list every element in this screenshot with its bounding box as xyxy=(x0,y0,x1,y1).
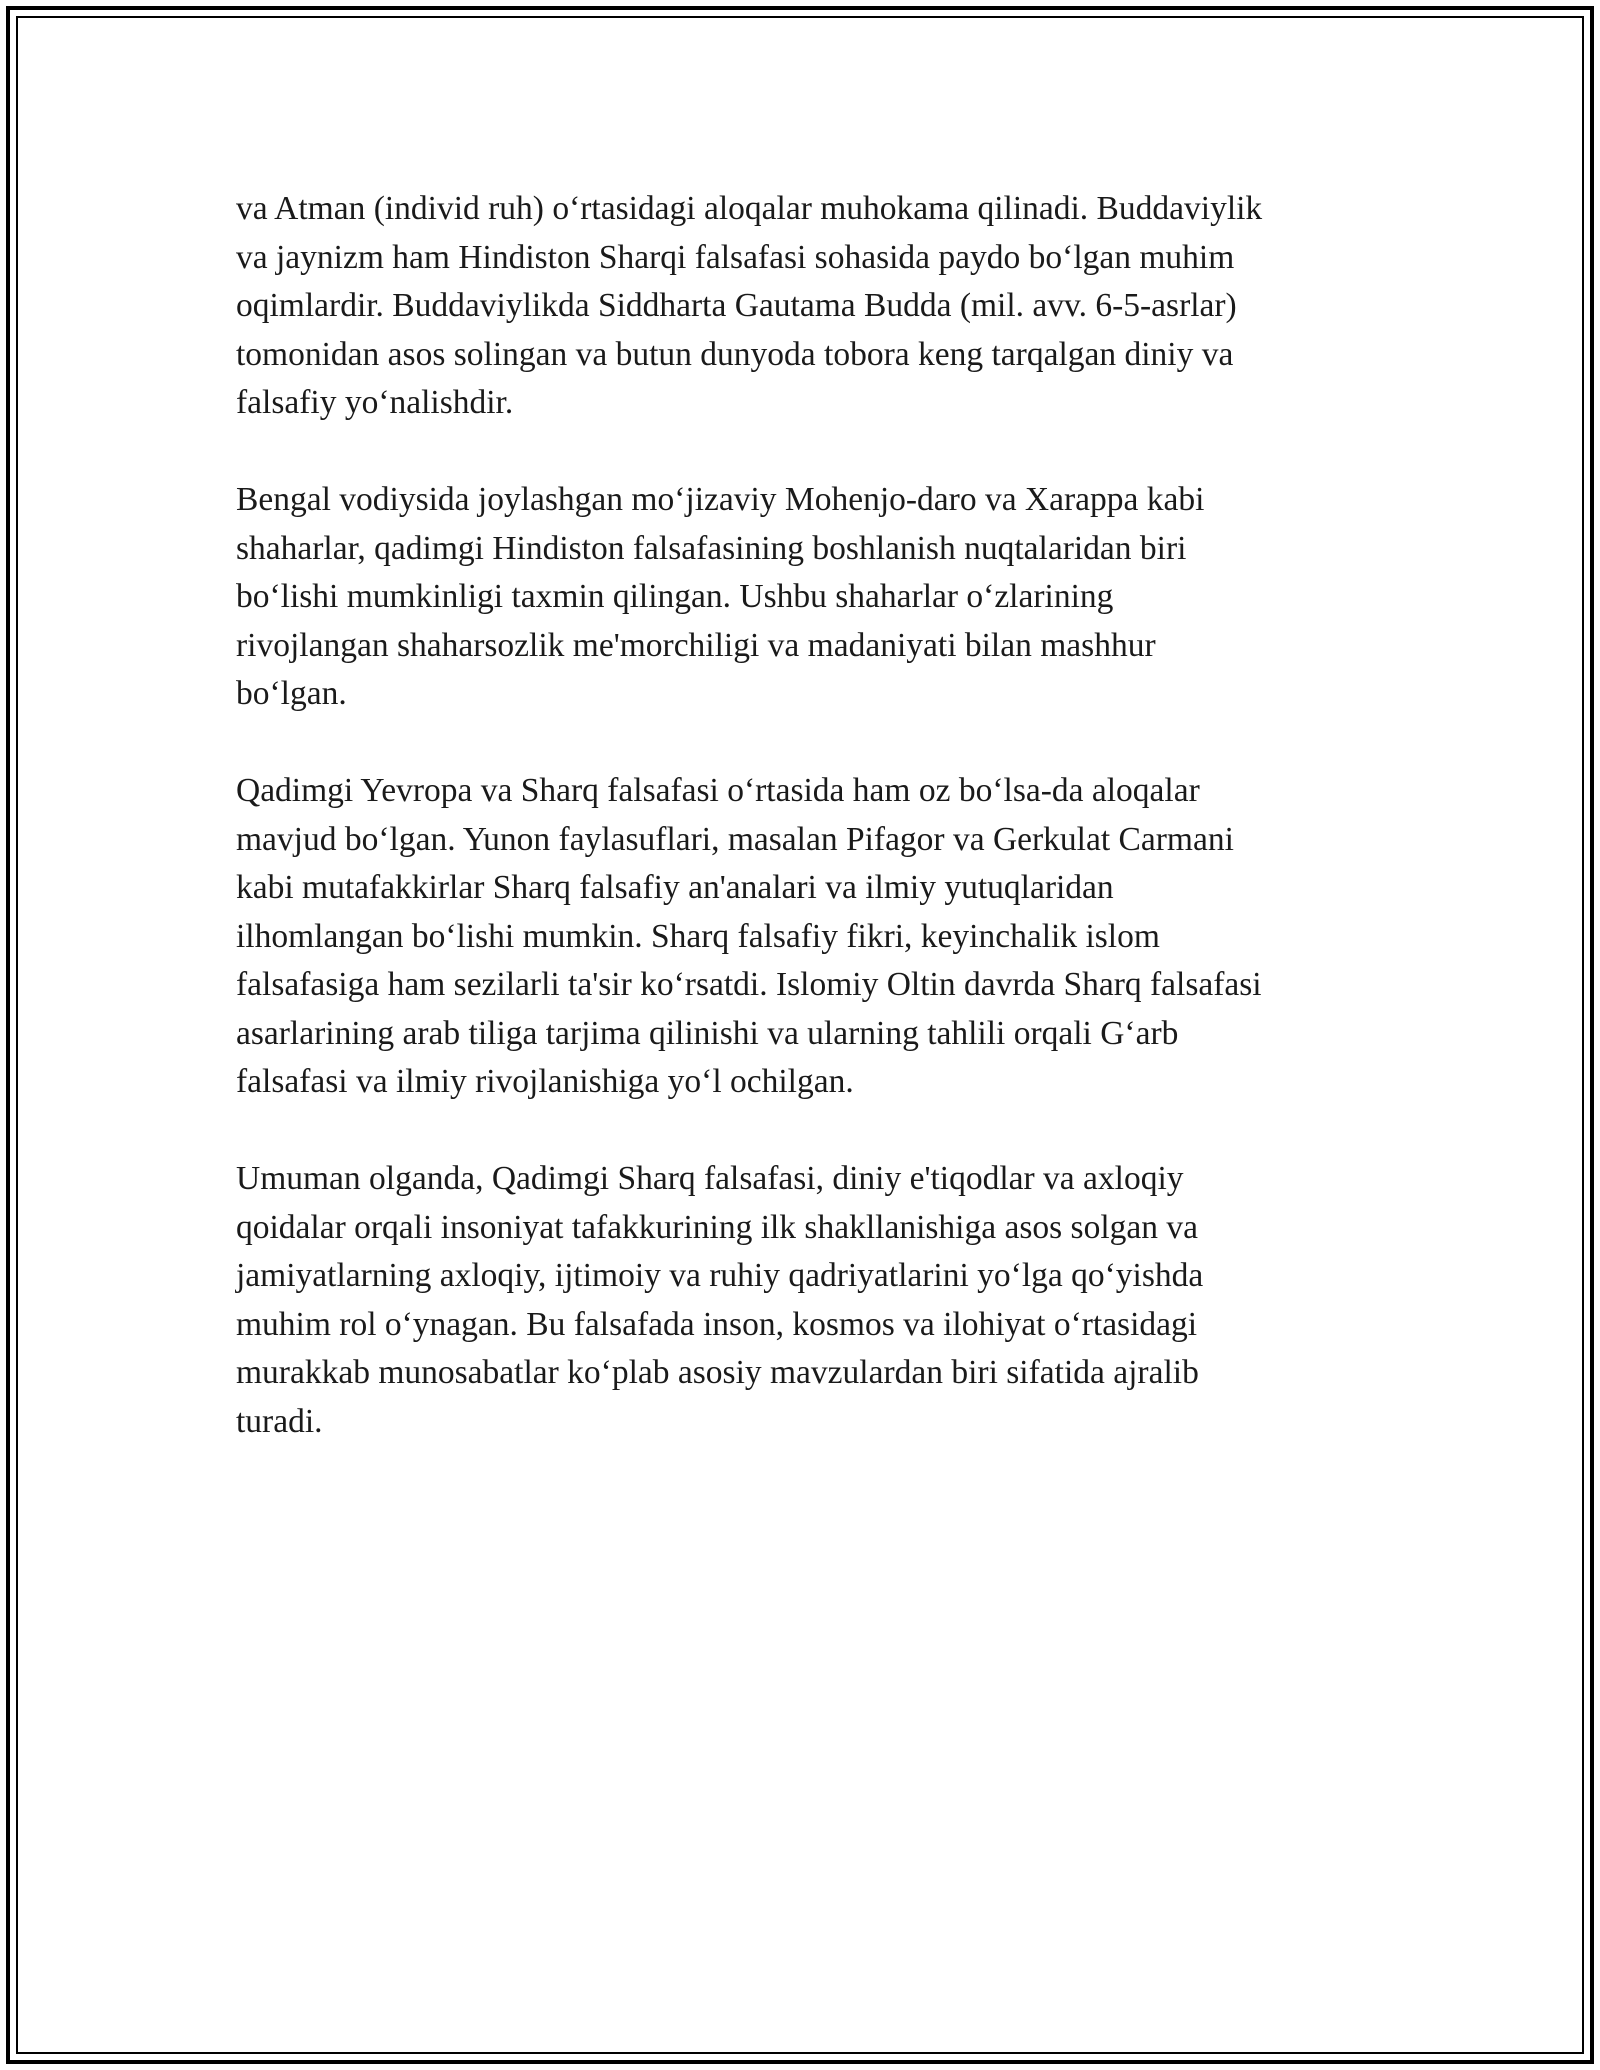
text-line: falsafasi va ilmiy rivojlanishiga yo‘l ochilgan. xyxy=(236,1063,854,1100)
text-line: va jaynizm ham Hindiston Sharqi falsafasi sohasida paydo bo‘lgan muhim xyxy=(236,238,1235,276)
text-line: asarlarining arab tiliga tarjima qilinishi va ularning tahlili orqali G‘arb xyxy=(236,1014,1179,1052)
text-line: shaharlar, qadimgi Hindiston falsafasining boshlanish nuqtalaridan biri xyxy=(236,529,1187,567)
text-line: mavjud bo‘lgan. Yunon faylasuflari, masalan Pifagor va Gerkulat Carmani xyxy=(236,820,1234,858)
text-line: falsafiy yo‘nalishdir. xyxy=(236,384,514,421)
text-line: qoidalar orqali insoniyat tafakkurining ilk shakllanishiga asos solgan va xyxy=(236,1208,1198,1246)
document-body xyxy=(236,185,1366,1495)
paragraph-1 xyxy=(236,185,1366,428)
text-line: Qadimgi Yevropa va Sharq falsafasi o‘rtasida ham oz bo‘lsa-da aloqalar xyxy=(236,772,1200,809)
paragraph-3 xyxy=(236,767,1366,1107)
text-line: va Atman (individ ruh) o‘rtasidagi aloqalar muhokama qilinadi. Buddaviylik xyxy=(236,190,1263,227)
text-line: muhim rol o‘ynagan. Bu falsafada inson, kosmos va ilohiyat o‘rtasidagi xyxy=(236,1305,1198,1343)
text-line: murakkab munosabatlar ko‘plab asosiy mavzulardan biri sifatida ajralib xyxy=(236,1354,1199,1391)
text-line: falsafasiga ham sezilarli ta'sir ko‘rsatdi. Islomiy Oltin davrda Sharq falsafasi xyxy=(236,966,1262,1003)
text-line: Umuman olganda, Qadimgi Sharq falsafasi, diniy e'tiqodlar va axloqiy xyxy=(236,1160,1184,1197)
text-line: tomonidan asos solingan va butun dunyoda tobora keng tarqalgan diniy va xyxy=(236,335,1234,373)
paragraph-2 xyxy=(236,476,1366,719)
text-line: ilhomlangan bo‘lishi mumkin. Sharq falsafiy fikri, keyinchalik islom xyxy=(236,917,1160,955)
text-line: kabi mutafakkirlar Sharq falsafiy an'analari va ilmiy yutuqlaridan xyxy=(236,869,1114,906)
paragraph-4 xyxy=(236,1155,1366,1446)
text-line: jamiyatlarning axloqiy, ijtimoiy va ruhiy qadriyatlarini yo‘lga qo‘yishda xyxy=(236,1257,1204,1294)
text-line: rivojlangan shaharsozlik me'morchiligi va madaniyati bilan mashhur xyxy=(236,626,1156,664)
text-line: bo‘lgan. xyxy=(236,675,347,712)
text-line: oqimlardir. Buddaviylikda Siddharta Gautama Budda (mil. avv. 6-5-asrlar) xyxy=(236,287,1237,324)
text-line: Bengal vodiysida joylashgan mo‘jizaviy Mohenjo-daro va Xarappa kabi xyxy=(236,481,1205,518)
text-line: bo‘lishi mumkinligi taxmin qilingan. Ushbu shaharlar o‘zlarining xyxy=(236,578,1114,615)
text-line: turadi. xyxy=(236,1402,323,1440)
